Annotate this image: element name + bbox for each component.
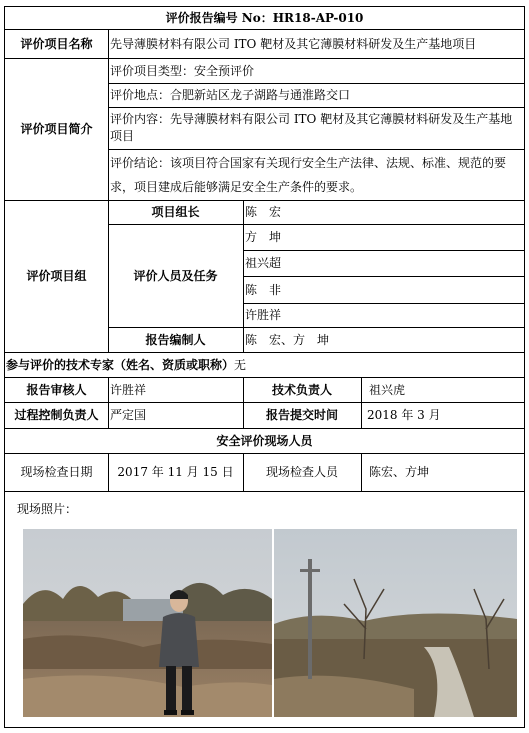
tech-lead-value: 祖兴虎 (369, 382, 406, 397)
team-member: 祖兴超 (245, 256, 282, 270)
report-author-value: 陈 宏、方 坤 (245, 332, 330, 347)
site-photo-road (274, 529, 517, 717)
evaluation-content: 评价内容：先导薄膜材料有限公司 ITO 靶材及其它薄膜材料研发及生产基地项目 (110, 112, 513, 143)
process-control-label: 过程控制负责人 (14, 408, 99, 422)
project-name-value: 先导薄膜材料有限公司 ITO 靶材及其它薄膜材料研发及生产基地项目 (110, 36, 477, 51)
evaluation-conclusion: 评价结论：该项目符合国家有关现行安全生产法律、法规、标准、规范的要求，项目建成后能够满足安全生产条件的要求。 (110, 156, 507, 194)
experts-value: 无 (234, 357, 247, 372)
tech-lead-label: 技术负责人 (271, 382, 332, 397)
site-personnel-header: 安全评价现场人员 (216, 433, 313, 448)
submit-time-label: 报告提交时间 (265, 408, 338, 422)
report-author-label: 报告编制人 (145, 332, 206, 347)
team-member: 陈 非 (245, 282, 282, 297)
team-member: 方 坤 (245, 230, 282, 244)
reviewer-label: 报告审核人 (26, 382, 87, 397)
team-member: 许胜祥 (245, 308, 282, 322)
process-control-value: 严定国 (110, 408, 147, 422)
team-members-label: 评价人员及任务 (133, 268, 218, 283)
experts-label: 参与评价的技术专家（姓名、资质或职称） (6, 357, 235, 372)
evaluation-location: 评价地点：合肥新站区龙子湖路与通淮路交口 (110, 88, 351, 102)
site-photo-person (23, 529, 272, 717)
reviewer-value: 许胜祥 (110, 382, 147, 397)
project-name-label: 评价项目名称 (20, 36, 93, 51)
team-leader-label: 项目组长 (151, 205, 200, 219)
site-people-value: 陈宏、方坤 (369, 465, 430, 479)
report-number-title: 评价报告编号 No：HR18-AP-010 (165, 11, 364, 25)
site-date-value: 2017 年 11 月 15 日 (117, 465, 234, 479)
site-people-label: 现场检查人员 (265, 465, 338, 479)
report-table (4, 6, 525, 728)
project-team-label: 评价项目组 (26, 269, 87, 283)
team-leader-value: 陈 宏 (245, 205, 282, 219)
evaluation-type: 评价项目类型：安全预评价 (110, 63, 255, 78)
site-photos-label: 现场照片： (17, 502, 78, 516)
site-date-label: 现场检查日期 (20, 465, 93, 479)
project-intro-label: 评价项目简介 (20, 122, 93, 136)
experts-row (5, 352, 524, 377)
submit-time-value: 2018 年 3 月 (367, 408, 441, 422)
